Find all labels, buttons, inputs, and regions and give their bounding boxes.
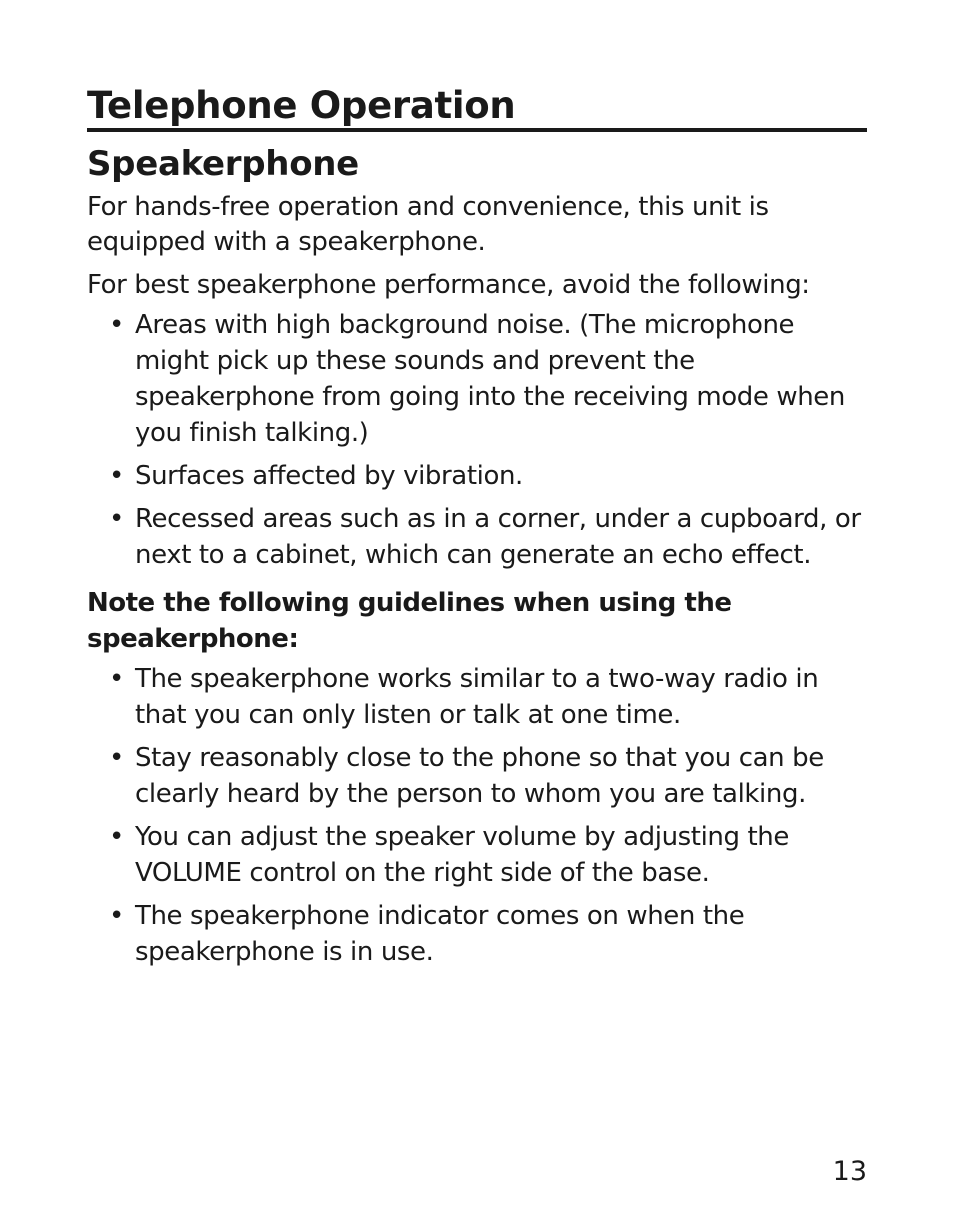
intro-paragraph: For hands-free operation and convenience, this unit is equipped with a speakerphone. <box>87 192 769 257</box>
list-item-text: The speakerphone indicator comes on when the speakerphone is in use. <box>135 901 745 967</box>
bullet-icon: • <box>109 664 124 694</box>
bullet-icon: • <box>109 504 124 534</box>
list-item-text: Stay reasonably close to the phone so that you can be clearly heard by the person to whom you are talking. <box>135 743 824 809</box>
sub-title: Speakerphone <box>87 144 359 184</box>
list-item-text: Areas with high background noise. (The microphone might pick up these sounds and prevent the speakerphone from going into the receiving mode when you finish talking.) <box>135 310 845 448</box>
manual-page <box>87 0 867 1215</box>
page-number: 13 <box>832 1156 867 1187</box>
bullet-icon: • <box>109 901 124 931</box>
list-item-text: Recessed areas such as in a corner, under a cupboard, or next to a cabinet, which can generate an echo effect. <box>135 504 861 570</box>
list-item <box>87 458 867 494</box>
list-item-text: The speakerphone works similar to a two-way radio in that you can only listen or talk at one time. <box>135 664 819 730</box>
list-item-text: You can adjust the speaker volume by adjusting the VOLUME control on the right side of the base. <box>135 822 789 888</box>
list-item <box>87 898 867 970</box>
bullet-icon: • <box>109 822 124 852</box>
avoid-intro-paragraph: For best speakerphone performance, avoid the following: <box>87 270 810 300</box>
list-item-text: Surfaces affected by vibration. <box>135 461 523 491</box>
list-item <box>87 819 867 891</box>
guidelines-heading: Note the following guidelines when using the speakerphone: <box>87 588 732 654</box>
avoid-list <box>87 307 867 573</box>
list-item <box>87 661 867 733</box>
guidelines-list <box>87 661 867 970</box>
list-item <box>87 740 867 812</box>
list-item <box>87 307 867 451</box>
bullet-icon: • <box>109 310 124 340</box>
bullet-icon: • <box>109 743 124 773</box>
section-title: Telephone Operation <box>87 0 867 132</box>
bullet-icon: • <box>109 461 124 491</box>
list-item <box>87 501 867 573</box>
